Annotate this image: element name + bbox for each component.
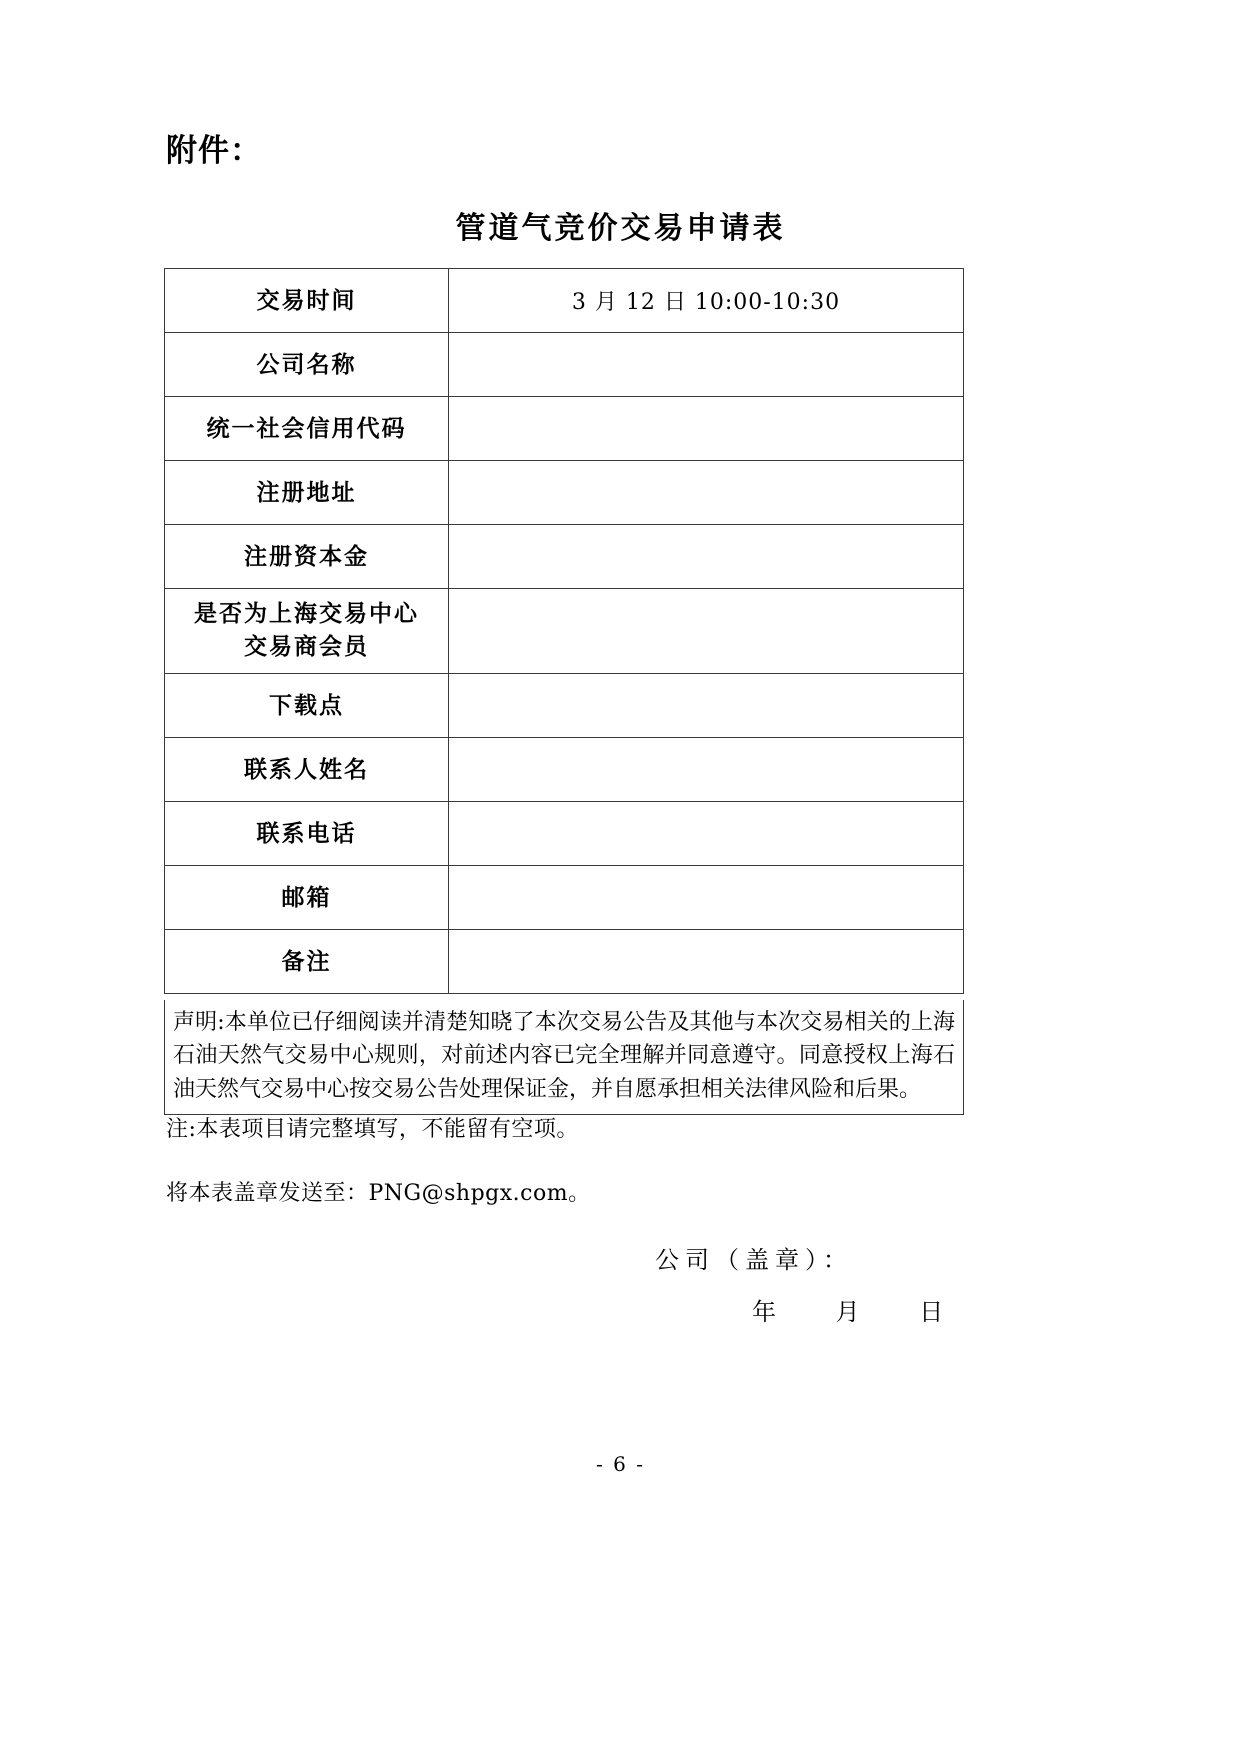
table-row (165, 930, 964, 994)
table-row (165, 674, 964, 738)
table-row (165, 802, 964, 866)
table-row (165, 269, 964, 333)
form-row-value[interactable] (449, 738, 964, 802)
form-row-label: 注册资本金 (165, 525, 449, 589)
declaration-box (164, 1000, 964, 1115)
form-row-value[interactable] (449, 930, 964, 994)
application-form-table (164, 268, 964, 994)
form-row-label: 交易时间 (165, 269, 449, 333)
form-row-value[interactable]: 3 月 12 日 10:00-10:30 (449, 269, 964, 333)
attachment-label: 附件： (166, 133, 262, 169)
company-seal-label: 公司（盖章）： (655, 1246, 853, 1274)
declaration-text: 声明:本单位已仔细阅读并清楚知晓了本次交易公告及其他与本次交易相关的上海石油天然气交易中心规则，对前述内容已完全理解并同意遵守。同意授权上海石油天然气交易中心按交易公告处理保证金，并自愿承担相关法律风险和后果。 (173, 1010, 955, 1102)
form-row-label: 联系电话 (165, 802, 449, 866)
day-label: 日 (919, 1298, 944, 1326)
form-row-label: 下载点 (165, 674, 449, 738)
form-row-label: 邮箱 (165, 866, 449, 930)
page-title: 管道气竞价交易申请表 (455, 211, 786, 246)
form-row-label: 联系人姓名 (165, 738, 449, 802)
table-row (165, 333, 964, 397)
form-row-label: 备注 (165, 930, 449, 994)
form-row-value[interactable] (449, 802, 964, 866)
table-row (165, 525, 964, 589)
table-row (165, 738, 964, 802)
table-row (165, 589, 964, 674)
form-row-value[interactable] (449, 397, 964, 461)
form-table-body (165, 269, 964, 994)
form-row-value[interactable] (449, 866, 964, 930)
note-fill-completely: 注:本表项目请完整填写，不能留有空项。 (166, 1117, 579, 1142)
form-row-label: 注册地址 (165, 461, 449, 525)
signature-date-line (752, 1292, 943, 1327)
form-row-value[interactable] (449, 589, 964, 674)
page-number: - 6 - (596, 1452, 645, 1476)
table-row (165, 397, 964, 461)
form-row-label: 是否为上海交易中心 交易商会员 (165, 589, 449, 674)
form-row-value[interactable] (449, 525, 964, 589)
table-row (165, 461, 964, 525)
note-send-email: 将本表盖章发送至：PNG@shpgx.com。 (166, 1181, 591, 1206)
table-row (165, 866, 964, 930)
form-row-value[interactable] (449, 333, 964, 397)
month-label: 月 (835, 1298, 860, 1326)
form-row-label: 统一社会信用代码 (165, 397, 449, 461)
year-label: 年 (752, 1298, 776, 1326)
form-row-value[interactable] (449, 461, 964, 525)
form-row-label: 公司名称 (165, 333, 449, 397)
form-row-value[interactable] (449, 674, 964, 738)
